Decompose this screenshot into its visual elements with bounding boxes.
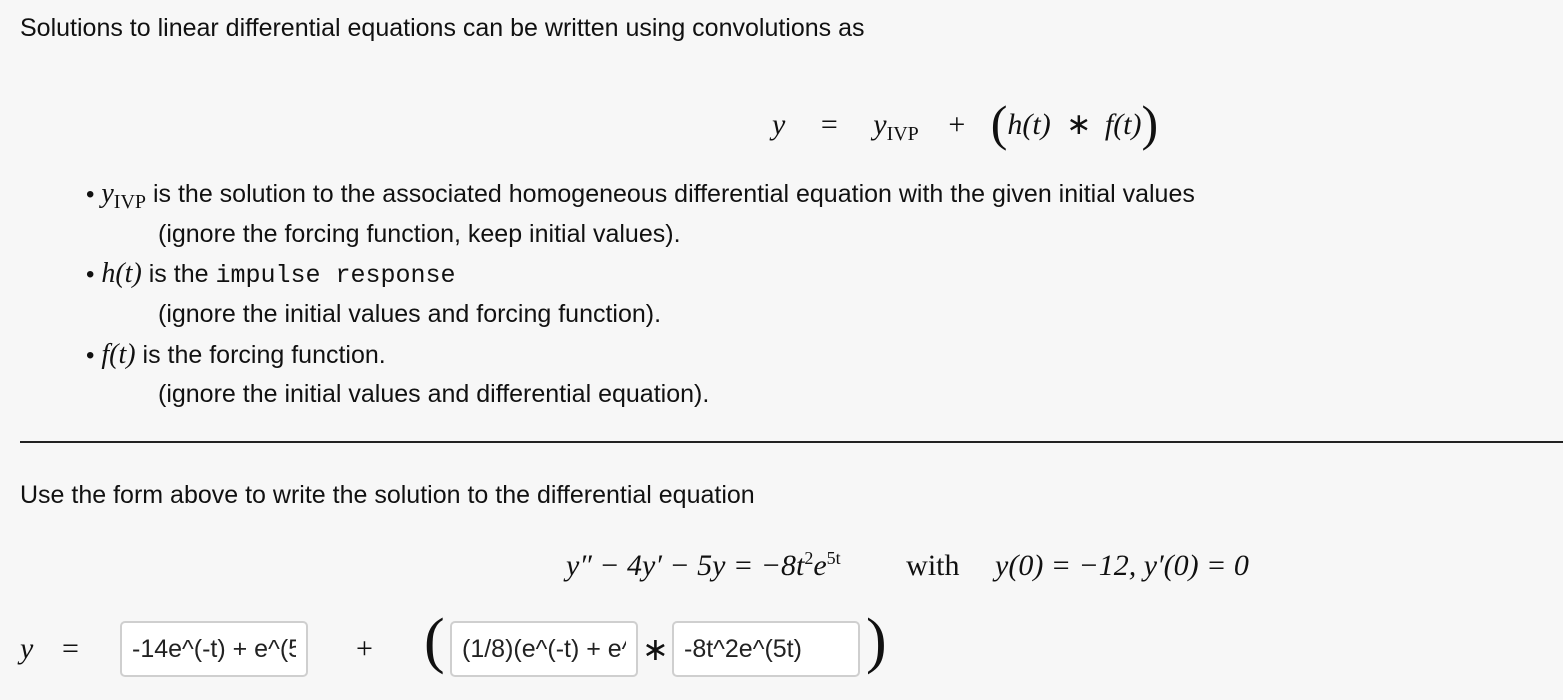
de-lhs: y″ − 4y′ − 5y = −8t — [566, 549, 805, 582]
bullet-forcing-text: is the forcing function. — [142, 341, 386, 369]
bullet-forcing-note: (ignore the initial values and differential equation). — [158, 380, 710, 408]
answer-right-paren: ) — [866, 607, 887, 675]
bullet-yivp-sub: IVP — [113, 191, 147, 213]
formula-yivp — [873, 108, 919, 145]
differential-equation — [566, 548, 1249, 583]
bullet-impulse-note: (ignore the initial values and forcing function). — [158, 300, 662, 328]
de-exp-t: 2 — [804, 548, 814, 568]
section-divider — [20, 441, 1563, 443]
yivp-answer-input[interactable] — [120, 621, 308, 677]
bullet-impulse — [86, 258, 456, 290]
formula-equals: = — [820, 108, 838, 141]
bullet-symbol: • — [86, 181, 95, 208]
formula-right-paren: ) — [1141, 95, 1159, 151]
formula-plus: + — [948, 108, 966, 141]
bullet-forcing — [86, 339, 386, 371]
formula-yivp-main: y — [873, 108, 887, 141]
formula-yivp-sub: IVP — [886, 123, 919, 145]
convolution-formula — [772, 88, 1159, 151]
bullet-f-math: f(t) — [101, 339, 136, 370]
bullet-yivp-text: is the solution to the associated homogeneous differential equation with the given initial values — [152, 180, 1195, 208]
impulse-response-code: impulse response — [215, 261, 456, 290]
bullet-yivp-math — [101, 178, 147, 213]
bullet-yivp-note: (ignore the forcing function, keep initial values). — [158, 220, 681, 248]
intro-text: Solutions to linear differential equations can be written using convolutions as — [20, 14, 865, 42]
answer-convolution-star: ∗ — [642, 631, 669, 667]
bullet-yivp-main: y — [101, 178, 114, 209]
bullet-symbol: • — [86, 342, 95, 369]
de-e: e — [813, 549, 827, 582]
impulse-response-input[interactable] — [450, 621, 638, 677]
answer-y: y — [20, 632, 34, 665]
formula-h: h(t) — [1007, 108, 1051, 141]
formula-f: f(t) — [1104, 108, 1142, 141]
bullet-yivp — [86, 178, 1195, 213]
answer-equals: = — [62, 632, 79, 665]
formula-y: y — [772, 108, 786, 141]
bullet-symbol: • — [86, 261, 95, 288]
forcing-function-input[interactable] — [672, 621, 860, 677]
de-with: with — [906, 549, 960, 582]
bullet-impulse-text: is the — [148, 260, 209, 288]
answer-left-paren: ( — [424, 607, 445, 675]
formula-convolution-star: ∗ — [1066, 108, 1092, 141]
bullet-h-math: h(t) — [101, 258, 142, 289]
formula-left-paren: ( — [990, 95, 1008, 151]
de-exp-e: 5t — [826, 548, 841, 568]
answer-plus: + — [356, 632, 373, 665]
de-initial-conditions: y(0) = −12, y′(0) = 0 — [995, 549, 1249, 582]
question-text: Use the form above to write the solution to the differential equation — [20, 481, 755, 509]
